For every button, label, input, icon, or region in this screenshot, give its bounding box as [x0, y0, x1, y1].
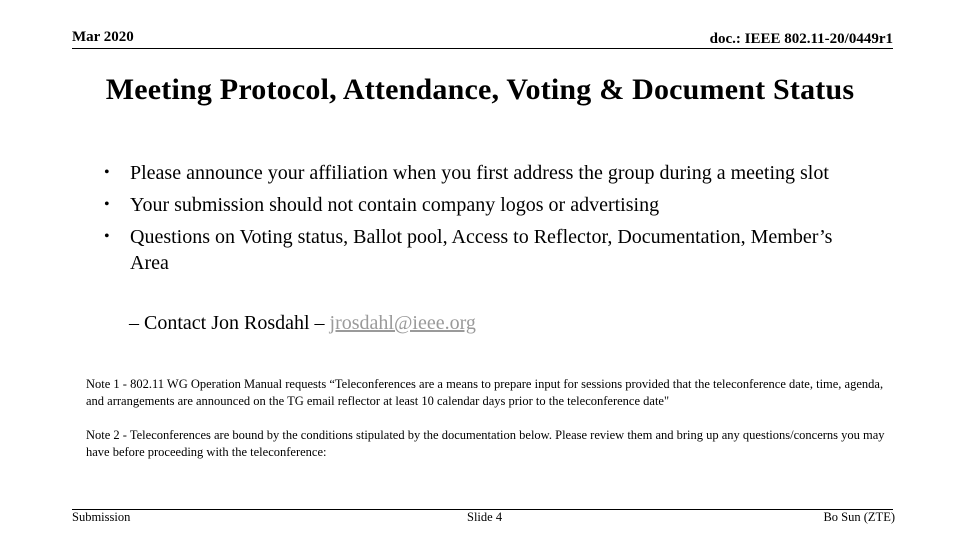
bullet-text: Your submission should not contain company logos or advertising — [130, 194, 660, 216]
header-date: Mar 2020 — [72, 29, 134, 45]
header-divider — [72, 48, 893, 49]
footer-submission: Submission — [72, 510, 131, 524]
bullet-item — [104, 224, 864, 276]
footer-slide-number: Slide 4 — [467, 510, 503, 524]
bullet-marker: • — [104, 196, 110, 213]
sub-bullet-contact — [129, 310, 476, 336]
bullet-marker: • — [104, 228, 110, 245]
note-2: Note 2 - Teleconferences are bound by the conditions stipulated by the documentation below. Please review them and bring up any questions/concerns you may have before proceeding with the teleconference: — [86, 428, 885, 459]
bullet-marker: • — [104, 164, 110, 181]
header-doc-id: doc.: IEEE 802.11-20/0449r1 — [709, 31, 893, 47]
bullet-text: Please announce your affiliation when you first address the group during a meeting slot — [130, 162, 829, 184]
bullet-item — [104, 192, 864, 218]
bullet-item — [104, 160, 864, 186]
sub-bullet-marker: – — [129, 312, 139, 334]
bullet-list — [104, 160, 864, 282]
note-1: Note 1 - 802.11 WG Operation Manual requests “Teleconferences are a means to prepare input for sessions provided that the teleconference date, time, agenda, and arrangements are announced on the TG email reflector at least 10 calendar days prior to the teleconference date" — [86, 377, 884, 408]
slide-title: Meeting Protocol, Attendance, Voting & Document Status — [105, 73, 855, 106]
bullet-text: Questions on Voting status, Ballot pool, Access to Reflector, Documentation, Member’s Area — [130, 226, 833, 274]
footer-author: Bo Sun (ZTE) — [823, 510, 895, 524]
email-link[interactable]: jrosdahl@ieee.org — [329, 312, 476, 334]
contact-text: Contact Jon Rosdahl – — [144, 312, 325, 334]
